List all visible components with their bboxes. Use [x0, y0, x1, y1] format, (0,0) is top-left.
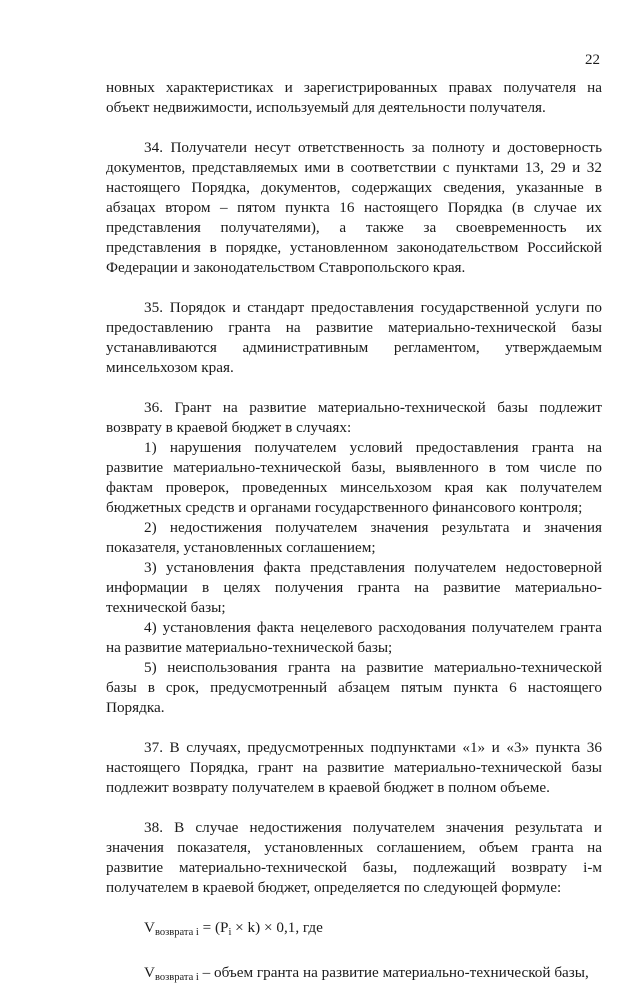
page-number: 22: [585, 52, 600, 68]
definition-v: [106, 963, 602, 988]
document-body: [106, 78, 602, 988]
paragraph-36-intro: 36. Грант на развитие материально-технической базы подлежит возврату в краевой бюджет в случаях:: [106, 399, 602, 436]
definition-symbol: V: [144, 964, 155, 981]
paragraph-36-item-1: 1) нарушения получателем условий предоставления гранта на развитие материально-технической базы, выявленного в том числе по фактам проверок, проведенных минсельхозом края как получателем бюджетных средств и органами государственного финансового контроля;: [106, 439, 602, 516]
formula-lhs: V: [144, 919, 155, 936]
paragraph-37: 37. В случаях, предусмотренных подпунктами «1» и «3» пункта 36 настоящего Порядка, грант на развитие материально-технической базы подлежит возврату получателем в краевой бюджет в полном объеме.: [106, 739, 602, 796]
paragraph-38: 38. В случае недостижения получателем значения результата и значения показателя, установленных соглашением, объем гранта на развитие материально-технической базы, подлежащий возврату i-м получателем в краевой бюджет, определяется по следующей формуле:: [106, 819, 602, 896]
paragraph-36-item-2: 2) недостижения получателем значения результата и значения показателя, установленных соглашением;: [106, 519, 602, 556]
formula-eq-open: = (P: [198, 919, 229, 936]
formula: [106, 918, 602, 943]
paragraph-continuation: новных характеристиках и зарегистрированных правах получателя на объект недвижимости, используемый для деятельности получателя.: [106, 79, 602, 116]
formula-eq-rest: × k) × 0,1, где: [231, 919, 323, 936]
paragraph-36-item-5: 5) неиспользования гранта на развитие материально-технической базы в срок, предусмотренный абзацем пятым пункта 6 настоящего Порядка.: [106, 659, 602, 716]
definition-subscript: возврата i: [154, 972, 199, 983]
paragraph-36-item-3: 3) установления факта представления получателем недостоверной информации в целях получения гранта на развитие материально-технической базы;: [106, 559, 602, 616]
formula-p-subscript: i: [228, 927, 232, 938]
paragraph-35: 35. Порядок и стандарт предоставления государственной услуги по предоставлению гранта на развитие материально-технической базы устанавливаются административным регламентом, утверждаемым минсельхозом края.: [106, 299, 602, 376]
formula-lhs-subscript: возврата i: [154, 927, 199, 938]
paragraph-34: 34. Получатели несут ответственность за полноту и достоверность документов, представляемых ими в соответствии с пунктами 13, 29 и 32 настоящего Порядка, документов, содержащих сведения, указанные в абзацах втором – пятом пункта 16 настоящего Порядка (в случае их представления получателями), а также за своевременность их представления в порядке, установленном законодательством Российской Федерации и законодательством Ставропольского края.: [106, 139, 602, 276]
definition-text: – объем гранта на развитие материально-технической базы,: [198, 964, 589, 981]
paragraph-36-item-4: 4) установления факта нецелевого расходования получателем гранта на развитие материально-технической базы;: [106, 619, 602, 656]
